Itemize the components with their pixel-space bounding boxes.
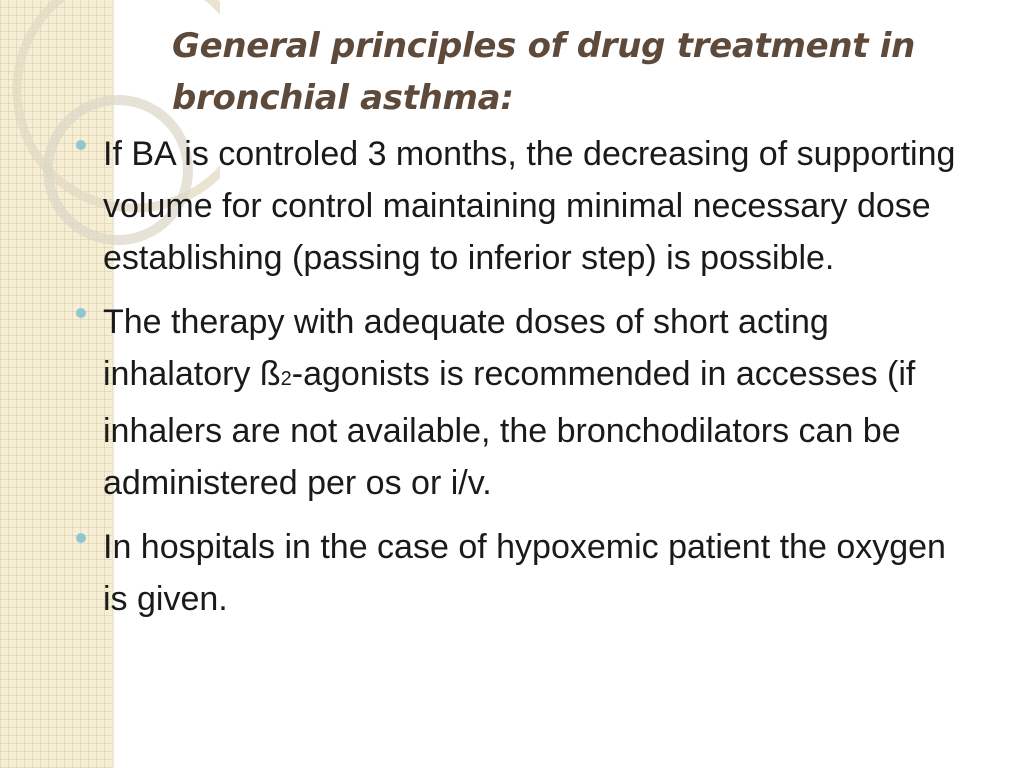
subscript-2: 2 bbox=[280, 368, 292, 390]
bullet-list bbox=[72, 128, 972, 637]
bullet-item-3 bbox=[72, 521, 972, 625]
bullet-dot-icon bbox=[76, 533, 86, 543]
bullet-dot-icon bbox=[76, 308, 86, 318]
bullet-text-before: The therapy with adequate doses of short acting inhalatory ß bbox=[103, 303, 829, 393]
bullet-item-2 bbox=[72, 296, 972, 509]
bullet-item-1 bbox=[72, 128, 972, 284]
slide-title: General principles of drug treatment in bronchial asthma: bbox=[172, 26, 916, 118]
bullet-text-after: -agonists is recommended in accesses (if inhalers are not available, the bronchodilators can be administered per os or i/v. bbox=[103, 355, 916, 502]
bullet-text: If BA is controled 3 months, the decreasing of supporting volume for control maintaining minimal necessary dose establishing (passing to inferior step) is possible. bbox=[103, 135, 956, 277]
bullet-dot-icon bbox=[76, 140, 86, 150]
bullet-text: In hospitals in the case of hypoxemic patient the oxygen is given. bbox=[103, 528, 946, 618]
